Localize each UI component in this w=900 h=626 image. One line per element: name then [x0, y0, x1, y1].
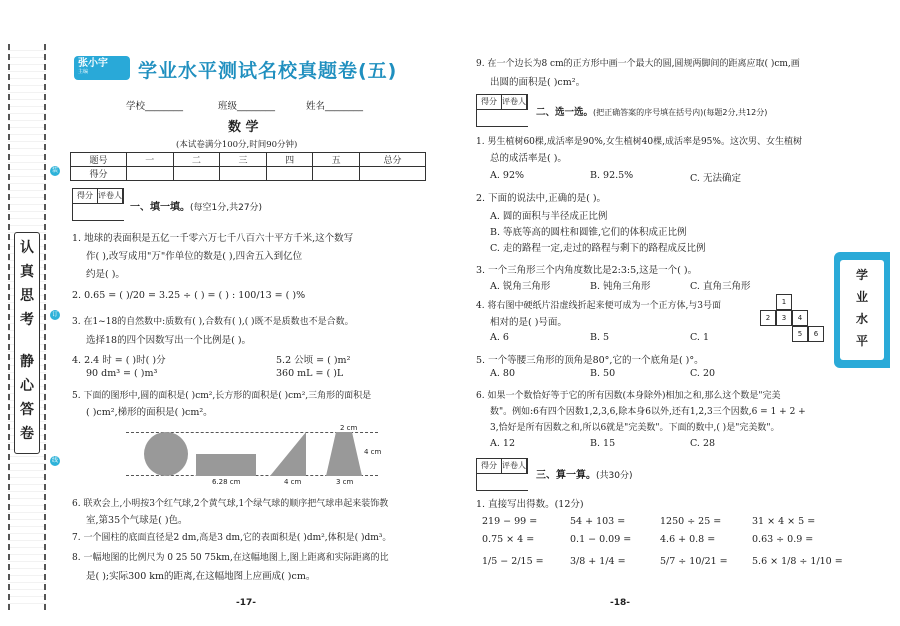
option[interactable]: C. 无法确定 [690, 173, 741, 184]
score-header: 二 [173, 153, 220, 167]
option[interactable]: C. 28 [690, 438, 716, 449]
class-field: 班级________ [218, 101, 276, 112]
exam-title: 学业水平测试名校真题卷(五) [138, 60, 398, 82]
score-cell[interactable] [266, 167, 313, 181]
q4-item: 90 dm³ = ( )m³ [86, 368, 158, 379]
side-tab-char: 水 [855, 312, 868, 326]
option[interactable]: C. 走的路程一定,走过的路程与剩下的路程成反比例 [490, 243, 706, 254]
s2-q5-line: 5. 一个等腰三角形的顶角是80°,它的一个底角是( )°。 [476, 355, 704, 366]
q5-line: 5. 下面的图形中,圆的面积是( )cm²,长方形的面积是( )cm²,三角形的面积是 [72, 391, 372, 401]
q7-line: 7. 一个圆柱的底面直径是2 dm,高是3 dm,它的表面积是( )dm²,体积是( )dm³。 [72, 533, 392, 543]
q1-line: 约是( )。 [86, 269, 125, 280]
option[interactable]: C. 1 [690, 332, 710, 343]
score-header: 三 [220, 153, 267, 167]
s2-q1-line: 1. 男生植树60棵,成活率是90%,女生植树40棵,成活率是95%。这次男、女生植树 [476, 137, 802, 147]
net-face: 6 [808, 326, 824, 342]
circle-shape [144, 432, 188, 476]
grader-box: 得分 评卷人 [72, 188, 124, 204]
section3-heading: 三、算一算。(共30分) [536, 470, 633, 481]
option[interactable]: C. 20 [690, 368, 716, 379]
calc-item: 0.75 × 4 = [482, 534, 535, 545]
score-row-label: 得分 [71, 167, 127, 181]
calc-item: 54 + 103 = [570, 516, 626, 527]
grader-box: 得分 评卷人 [476, 458, 528, 474]
calc-item: 0.1 − 0.09 = [570, 534, 632, 545]
right-page [450, 0, 900, 626]
option[interactable]: A. 锐角三角形 [490, 281, 551, 292]
s2-q1-line: 总的成活率是( )。 [490, 153, 567, 164]
q4-item: 360 mL = ( )L [276, 368, 344, 379]
page-number: -18- [610, 598, 630, 608]
q8-line: 是( );实际300 km的距离,在这幅地图上应画成( )cm。 [86, 571, 316, 582]
fig-label: 3 cm [336, 478, 354, 486]
s2-q3-line: 3. 一个三角形三个内角度数比是2:3:5,这是一个( )。 [476, 265, 698, 276]
page-number: -17- [236, 598, 256, 608]
brand-logo: 张小宇 主编 [74, 56, 130, 80]
binding-dot: 线 [51, 457, 58, 464]
q9-line: 9. 在一个边长为8 cm的正方形中画一个最大的圆,圆规两脚间的距离应取( )cm,画 [476, 59, 800, 69]
calc-item: 0.63 ÷ 0.9 = [752, 534, 814, 545]
calc-item: 5.6 × 1/8 ÷ 1/10 = [752, 556, 843, 567]
option[interactable]: C. 直角三角形 [690, 281, 751, 292]
q6-line: 室,第35个气球是( )色。 [86, 515, 188, 526]
triangle-shape [270, 432, 314, 476]
q9-line: 出圆的面积是( )cm²。 [490, 77, 586, 88]
q2-line: 2. 0.65 = ( )/20 = 3.25 ÷ ( ) = ( ) : 100/13 = ( )% [72, 290, 306, 301]
side-tab [834, 252, 890, 368]
option[interactable]: A. 圆的面积与半径成正比例 [490, 211, 608, 222]
q1-line: 1. 地球的表面积是五亿一千零六万七千八百六十平方千米,这个数写 [72, 233, 354, 244]
option[interactable]: B. 等底等高的圆柱和圆锥,它们的体积成正比例 [490, 227, 687, 238]
calc-item: 1250 ÷ 25 = [660, 516, 722, 527]
score-header: 一 [127, 153, 174, 167]
net-face: 2 [760, 310, 776, 326]
score-cell[interactable] [360, 167, 426, 181]
slogan-char: 认 [20, 240, 34, 256]
rectangle-shape [196, 454, 256, 476]
calc-item: 1/5 − 2/15 = [482, 556, 544, 567]
net-face: 5 [792, 326, 808, 342]
school-field: 学校________ [126, 101, 184, 112]
exam-note: (本试卷满分100分,时间90分钟) [176, 140, 298, 150]
side-tab-char: 业 [855, 290, 868, 304]
net-face: 1 [776, 294, 792, 310]
name-field: 姓名________ [306, 101, 364, 112]
q3-line: 选择18的四个因数写出一个比例是( )。 [86, 335, 252, 346]
score-cell[interactable] [173, 167, 220, 181]
calc-item: 3/8 + 1/4 = [570, 556, 626, 567]
net-face: 4 [792, 310, 808, 326]
score-header: 四 [266, 153, 313, 167]
grader-box: 得分 评卷人 [476, 94, 528, 110]
option[interactable]: B. 50 [590, 368, 616, 379]
score-header: 五 [313, 153, 360, 167]
s2-q6-line: 3,恰好是所有因数之和,所以6就是"完美数"。下面的数中,( )是"完美数"。 [490, 423, 780, 433]
side-tab-char: 平 [855, 334, 868, 348]
option[interactable]: B. 15 [590, 438, 616, 449]
score-cell[interactable] [220, 167, 267, 181]
q1-line: 作( ),改写成用"万"作单位的数是( ),四舍五入到亿位 [86, 251, 303, 262]
q4-item: 5.2 公顷 = ( )m² [276, 355, 351, 366]
slogan-char: 真 [20, 264, 34, 280]
q6-line: 6. 联欢会上,小明按3个红气球,2个黄气球,1个绿气球的顺序把气球串起来装饰教 [72, 499, 389, 509]
s2-q6-line: 数"。例如:6有四个因数1,2,3,6,除本身6以外,还有1,2,3三个因数,6 = 1 + 2 + [490, 407, 806, 417]
calc-item: 5/7 ÷ 10/21 = [660, 556, 728, 567]
score-cell[interactable] [127, 167, 174, 181]
option[interactable]: A. 92% [490, 170, 525, 181]
score-header: 题号 [71, 153, 127, 167]
slogan-char: 心 [20, 378, 34, 394]
binding-slogan [14, 232, 40, 454]
net-face: 3 [776, 310, 792, 326]
section2-heading: 二、选一选。(把正确答案的序号填在括号内)(每题2分,共12分) [536, 107, 768, 118]
q3-line: 3. 在1~18的自然数中:质数有( ),合数有( ),( )既不是质数也不是合数。 [72, 317, 354, 327]
section1-heading: 一、填一填。(每空1分,共27分) [130, 202, 263, 213]
fig-label: 6.28 cm [212, 478, 241, 486]
option[interactable]: A. 6 [490, 332, 509, 343]
option[interactable]: B. 5 [590, 332, 610, 343]
score-cell[interactable] [313, 167, 360, 181]
s2-q6-line: 6. 如果一个数恰好等于它的所有因数(本身除外)相加之和,那么这个数是"完美 [476, 391, 781, 401]
calc-item: 31 × 4 × 5 = [752, 516, 816, 527]
side-tab-char: 学 [855, 268, 868, 282]
s2-q4-line: 4. 将右图中硬纸片沿虚线折起来便可成为一个正方体,与3号面 [476, 301, 722, 311]
option[interactable]: B. 钝角三角形 [590, 281, 651, 292]
option[interactable]: A. 12 [490, 438, 515, 449]
q5-line: ( )cm²,梯形的面积是( )cm²。 [86, 407, 213, 418]
q8-line: 8. 一幅地图的比例尺为 0 25 50 75km,在这幅地图上,图上距离和实际距离的比 [72, 553, 389, 563]
slogan-char: 答 [20, 402, 34, 418]
binding-dot: 装 [51, 167, 58, 174]
score-table [70, 152, 426, 181]
option[interactable]: B. 92.5% [590, 170, 634, 181]
trapezoid-shape [326, 432, 362, 476]
option[interactable]: A. 80 [490, 368, 515, 379]
slogan-char: 卷 [20, 426, 34, 442]
s2-q4-line: 相对的是( )号面。 [490, 317, 567, 328]
calc-item: 219 − 99 = [482, 516, 538, 527]
s2-q2-line: 2. 下面的说法中,正确的是( )。 [476, 193, 607, 204]
binding-dot: 订 [51, 311, 58, 318]
fig-label: 2 cm [340, 424, 358, 432]
fig-label: 4 cm [364, 448, 382, 456]
score-header: 总分 [360, 153, 426, 167]
s3-q1-line: 1. 直接写出得数。(12分) [476, 499, 584, 510]
fig-label: 4 cm [284, 478, 302, 486]
q4-item: 4. 2.4 时 = ( )时( )分 [72, 355, 166, 366]
slogan-char: 考 [20, 312, 34, 328]
slogan-char: 静 [20, 354, 34, 370]
subject-title: 数 学 [228, 120, 259, 135]
slogan-char: 思 [20, 288, 34, 304]
calc-item: 4.6 + 0.8 = [660, 534, 716, 545]
